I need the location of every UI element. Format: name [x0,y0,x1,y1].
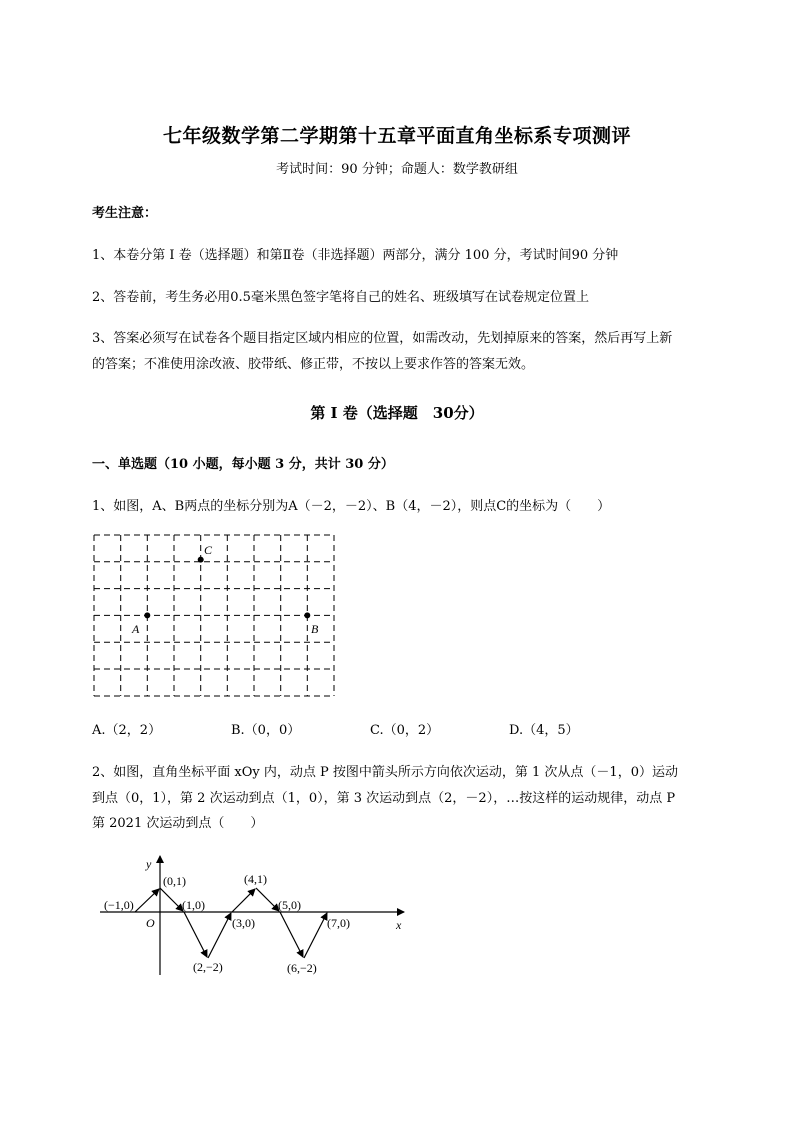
move-4 [208,913,231,958]
label-point-neg1-0: (−1,0) [104,898,134,912]
move-7 [280,912,303,957]
page-title: 七年级数学第二学期第十五章平面直角坐标系专项测评 [162,125,631,147]
label-a: A [132,622,140,636]
move-6 [256,888,279,911]
move-5 [232,889,255,912]
question-2-stem-line-2: 到点（0，1），第 2 次运动到点（1，0），第 3 次运动到点（2，－2），…按这样的运动规律，动点 P [92,791,676,806]
move-3 [184,912,207,957]
origin-label: O [146,916,155,930]
question-1-option-d: D.（4，5） [509,723,579,738]
notice-item-2: 2、答卷前，考生务必用0.5毫米黑色签字笔将自己的姓名、班级填写在试卷规定位置上 [92,290,589,305]
move-2 [160,888,183,911]
notice-item-3-line-2: 的答案；不准使用涂改液、胶带纸、修正带，不按以上要求作答的答案无效。 [92,357,535,372]
label-b: B [311,622,319,636]
question-1-option-b: B.（0，0） [231,723,301,738]
question-1-option-a: A.（2，2） [92,723,162,738]
label-point-7-0: (7,0) [327,916,350,930]
label-c: C [204,543,213,557]
question-1-option-c: C.（0，2） [370,723,440,738]
question-1-stem: 1、如图，A、B两点的坐标分别为A（－2，－2）、B（4，－2），则点C的坐标为（ ） [92,499,611,514]
x-axis-label: x [396,918,402,932]
exam-info: 考试时间：90 分钟；命题人：数学教研组 [276,162,518,177]
label-point-2-neg2: (2,−2) [193,960,223,974]
question-2-stem-line-3: 第 2021 次运动到点（ ） [92,816,264,831]
question-2-stem-line-1: 2、如图，直角坐标平面 xOy 内，动点 P 按图中箭头所示方向依次运动，第 1 次从点（－1，0）运动 [92,765,678,780]
move-8 [304,913,327,958]
notice-item-3-line-1: 3、答案必须写在试卷各个题目指定区域内相应的位置，如需改动，先划掉原来的答案，然后再写上新 [92,331,673,346]
label-point-3-0: (3,0) [232,916,255,930]
notice-heading: 考生注意： [92,206,158,221]
label-point-5-0: (5,0) [278,898,301,912]
y-axis-label: y [146,857,152,871]
label-point-1-0: (1,0) [182,898,205,912]
notice-item-1: 1、本卷分第 I 卷（选择题）和第Ⅱ卷（非选择题）两部分，满分 100 分，考试时间90 分钟 [92,248,619,263]
label-point-0-1: (0,1) [163,874,186,888]
move-1 [135,889,159,912]
label-point-6-neg2: (6,−2) [287,961,317,975]
label-point-4-1: (4,1) [244,872,267,886]
section-heading: 一、单选题（10 小题，每小题 3 分，共计 30 分） [92,457,394,472]
part-1-title: 第 I 卷（选择题 30分） [310,404,484,422]
